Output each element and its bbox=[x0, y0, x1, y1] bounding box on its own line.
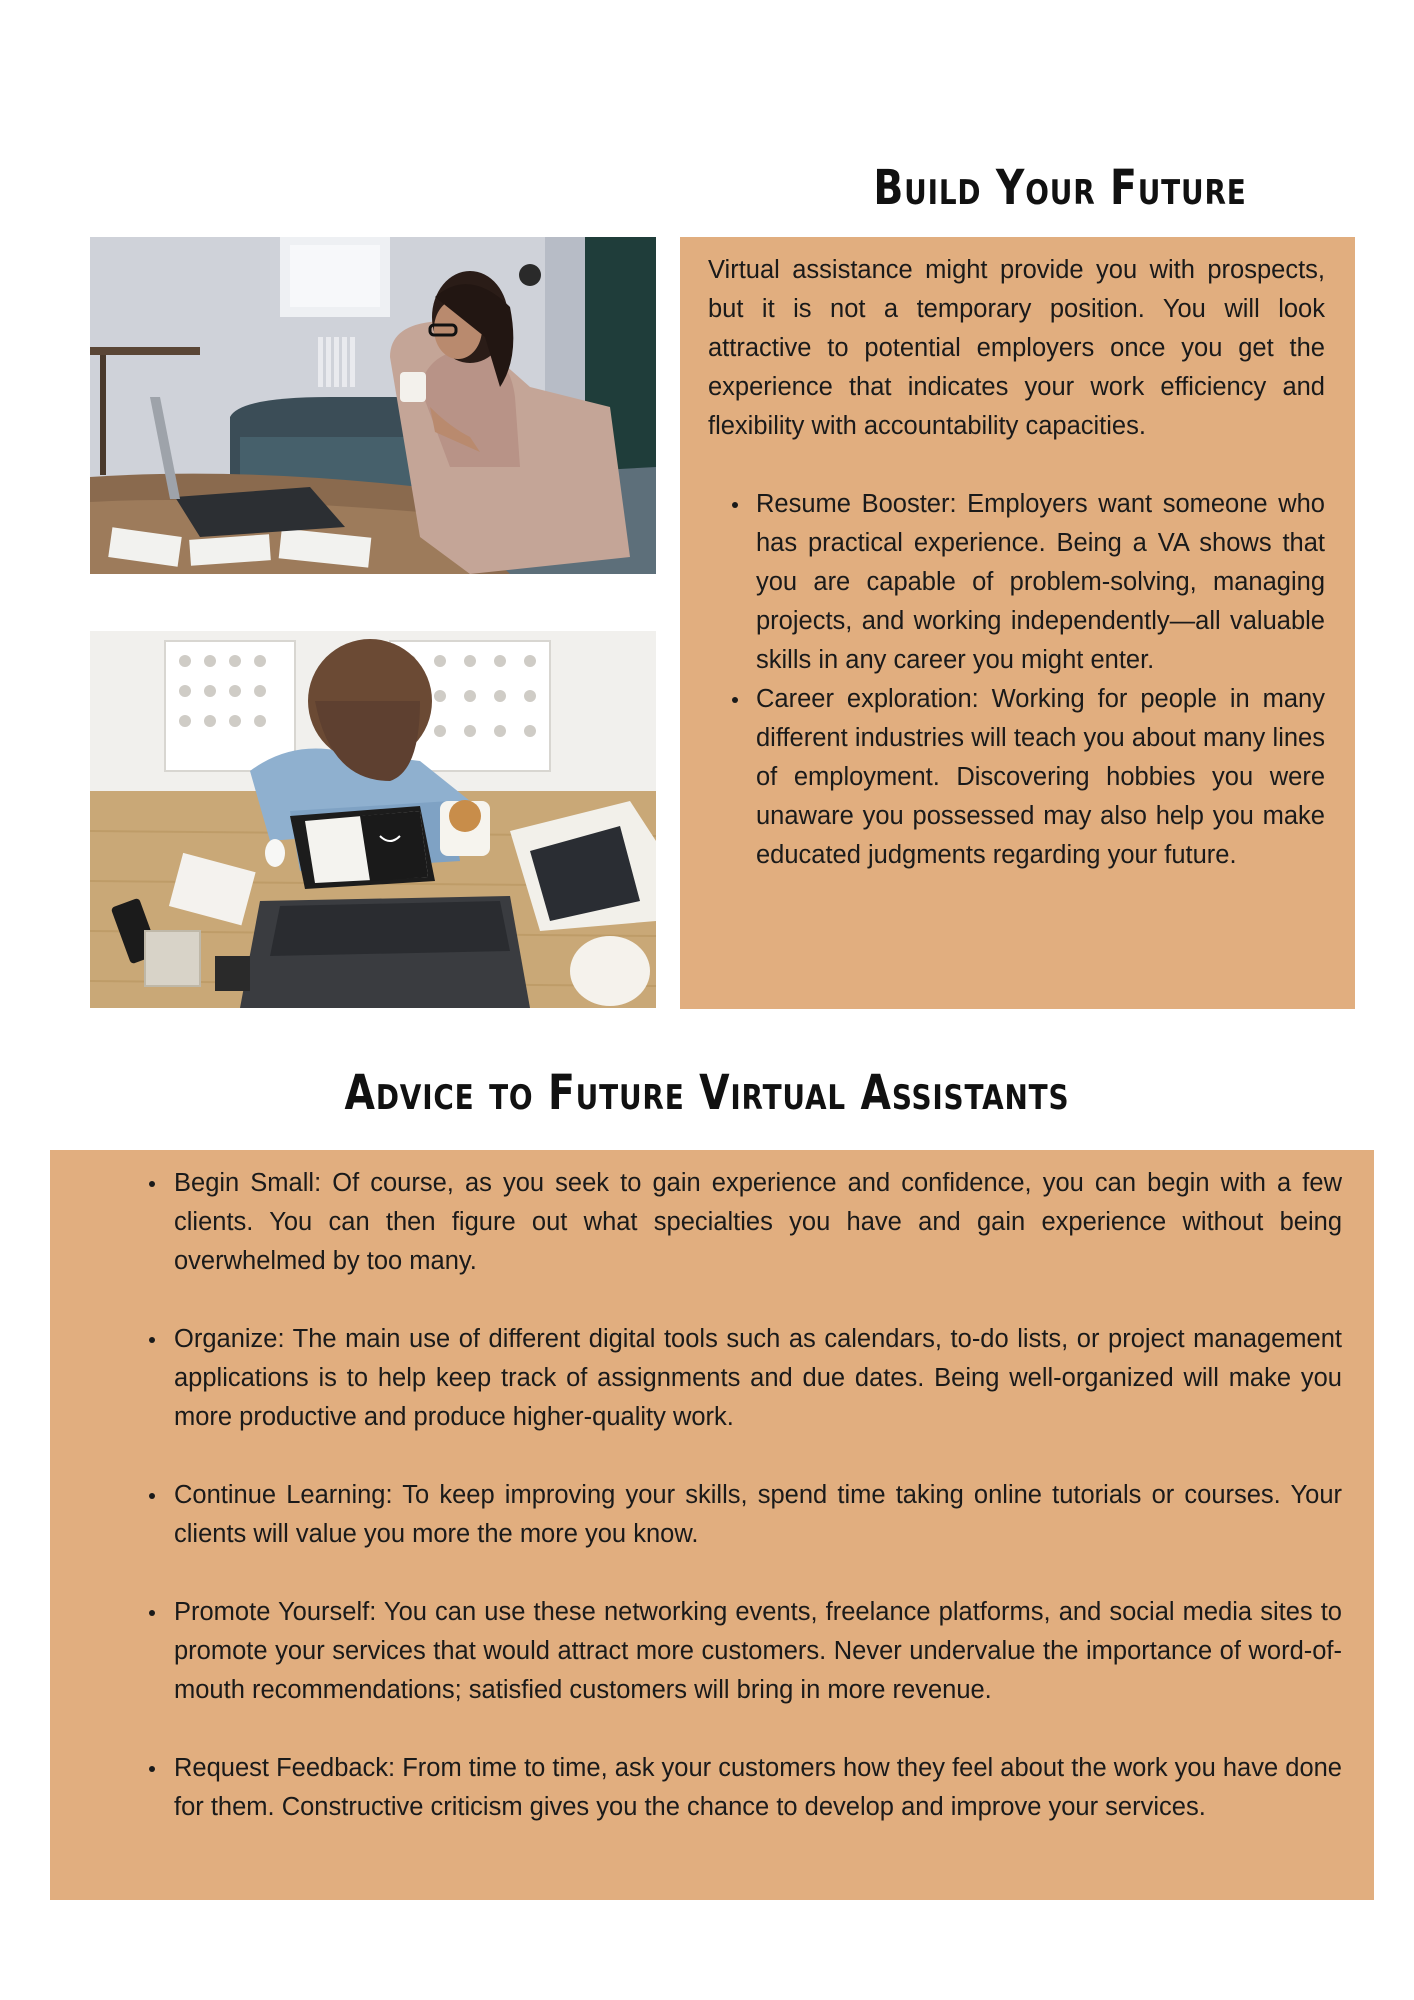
list-item-request-feedback: Request Feedback: From time to time, ask your customers how they feel about the work you have done for them. Constructive criticism gives you the chance to develop and improve your services. bbox=[174, 1749, 1342, 1827]
list-item-organize: Organize: The main use of different digital tools such as calendars, to-do lists, or project management applications is to help keep track of assignments and due dates. Being well-organized will make you more productive and produce higher-quality work. bbox=[174, 1320, 1342, 1437]
photo-woman-drinking-coffee-at-laptop bbox=[90, 237, 656, 574]
list-item-resume-booster: Resume Booster: Employers want someone who has practical experience. Being a VA shows that you are capable of problem-solving, managing projects, and working independently—all valuable skills in any career you might enter. bbox=[756, 485, 1325, 680]
list-item-continue-learning: Continue Learning: To keep improving your skills, spend time taking online tutorials or courses. Your clients will value you more the more you know. bbox=[174, 1476, 1342, 1554]
advice-panel bbox=[50, 1150, 1374, 1900]
list-item-begin-small: Begin Small: Of course, as you seek to gain experience and confidence, you can begin with a few clients. You can then figure out what specialties you have and gain experience without being overwhelmed by too many. bbox=[174, 1164, 1342, 1281]
section-title-build-your-future: Build Your Future bbox=[873, 160, 1247, 216]
advice-list bbox=[100, 1164, 1342, 1827]
photo-woman-writing-in-notebook bbox=[90, 631, 656, 1008]
intro-paragraph: Virtual assistance might provide you with prospects, but it is not a temporary position. You will look attractive to potential employers once you get the experience that indicates your work efficiency and flexibility with accountability capacities. bbox=[708, 256, 1325, 440]
list-item-promote-yourself: Promote Yourself: You can use these networking events, freelance platforms, and social media sites to promote your services that would attract more customers. Never undervalue the importance of word-of-mouth recommendations; satisfied customers will bring in more revenue. bbox=[174, 1593, 1342, 1710]
section-title-advice: Advice to Future Virtual Assistants bbox=[344, 1065, 1070, 1121]
future-benefits-list bbox=[708, 485, 1325, 875]
list-item-career-exploration: Career exploration: Working for people in many different industries will teach you about many lines of employment. Discovering hobbies you were unaware you possessed may also help you make educated judgments regarding your future. bbox=[756, 680, 1325, 875]
build-your-future-panel bbox=[680, 237, 1355, 1009]
